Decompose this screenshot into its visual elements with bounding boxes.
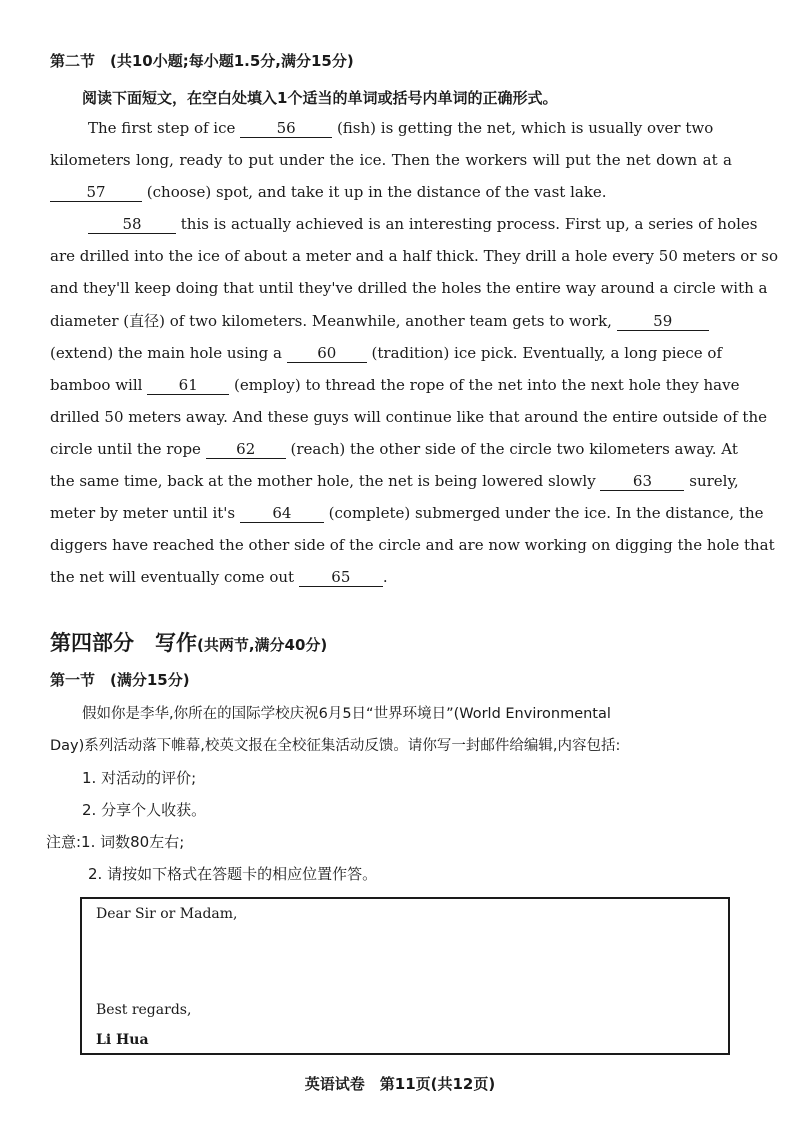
passage-text: the same time, back at the mother hole, the net is being lowered slowly (50, 472, 596, 490)
passage-line (50, 182, 732, 202)
blank-61[interactable]: 61 (147, 376, 229, 395)
passage-text: meter by meter until it's (50, 504, 236, 522)
passage-line (50, 439, 738, 459)
passage-text: (extend) the main hole using a (50, 344, 282, 362)
passage-line: kilometers long, ready to put under the ice. Then the workers will put the net down at a (50, 151, 732, 169)
blank-63[interactable]: 63 (600, 472, 684, 491)
passage-line: are drilled into the ice of about a meter and a half thick. They drill a hole every 50 meters or so (50, 247, 778, 265)
passage-line (50, 503, 764, 523)
passage-line: and they'll keep doing that until they've drilled the holes the entire way around a circle with a (50, 279, 768, 297)
blank-58[interactable]: 58 (88, 215, 176, 234)
instruction-text: 阅读下面短文，在空白处填入1个适当的单词或括号内单词的正确形式。 (82, 89, 558, 107)
letter-closing: Best regards, (96, 1002, 192, 1018)
subsection-header: 第一节 (满分15分) (50, 671, 190, 689)
passage-line (50, 343, 732, 363)
blank-65[interactable]: 65 (299, 568, 383, 587)
blank-57[interactable]: 57 (50, 183, 142, 202)
task-item: 1. 对活动的评价; (82, 769, 197, 787)
passage-text: the net will eventually come out (50, 568, 295, 586)
passage-text: circle until the rope (50, 440, 201, 458)
task-description-line: Day)系列活动落下帷幕,校英文报在全校征集活动反馈。请你写一封邮件给编辑,内容包括: (50, 738, 621, 754)
passage-text: (reach) the other side of the circle two kilometers away. At (290, 440, 738, 458)
passage-line (50, 375, 740, 395)
passage-text: diameter (直径) of two kilometers. Meanwhile, another team gets to work, (50, 312, 612, 330)
passage-line: diggers have reached the other side of the circle and are now working on digging the hole that (50, 536, 775, 554)
blank-59[interactable]: 59 (617, 312, 709, 331)
passage-line (50, 471, 739, 491)
part-title-note: (共两节,满分40分) (197, 636, 328, 654)
answer-box[interactable] (80, 897, 730, 1055)
blank-62[interactable]: 62 (206, 440, 286, 459)
passage-line: drilled 50 meters away. And these guys will continue like that around the entire outside of the (50, 408, 767, 426)
passage-text: (employ) to thread the rope of the net into the next hole they have (234, 376, 740, 394)
passage-line (88, 214, 758, 234)
note-item: 2. 请按如下格式在答题卡的相应位置作答。 (88, 865, 378, 883)
passage-text: this is actually achieved is an interesting process. First up, a series of holes (180, 215, 758, 233)
passage-text: bamboo will (50, 376, 143, 394)
passage-text: . (382, 568, 388, 586)
passage-text: (tradition) ice pick. Eventually, a long piece of (371, 344, 723, 362)
page-footer: 英语试卷 第11页(共12页) (304, 1075, 496, 1093)
part-title-text: 第四部分 写作 (50, 631, 197, 655)
passage-line (88, 118, 732, 138)
passage-line (50, 311, 732, 331)
passage-text: surely, (689, 472, 739, 490)
passage-text: (complete) submerged under the ice. In the distance, the (328, 504, 764, 522)
blank-60[interactable]: 60 (287, 344, 367, 363)
part-title (50, 630, 327, 658)
task-item: 2. 分享个人收获。 (82, 801, 207, 819)
passage-text: (fish) is getting the net, which is usually over two (336, 119, 714, 137)
task-description-line: 假如你是李华,你所在的国际学校庆祝6月5日“世界环境日”(World Environmental (82, 706, 611, 722)
passage-text: (choose) spot, and take it up in the distance of the vast lake. (146, 183, 607, 201)
passage-line (50, 567, 732, 587)
section-header: 第二节 (共10小题;每小题1.5分,满分15分) (50, 52, 354, 70)
passage-text: The first step of ice (88, 119, 236, 137)
blank-64[interactable]: 64 (240, 504, 324, 523)
letter-signature: Li Hua (96, 1032, 149, 1048)
blank-56[interactable]: 56 (240, 119, 332, 138)
letter-greeting: Dear Sir or Madam, (96, 906, 238, 922)
note-item: 注意:1. 词数80左右; (46, 833, 185, 851)
